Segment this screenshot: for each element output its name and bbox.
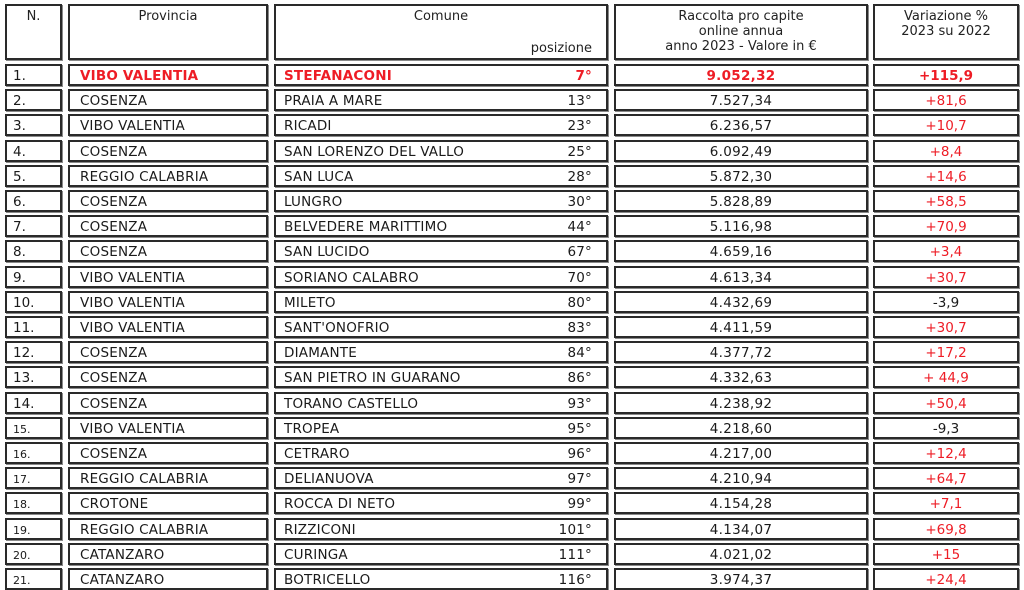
variazione-cell: +15 <box>873 543 1019 565</box>
comune-cell <box>274 215 608 237</box>
row-number: 1. <box>5 64 62 86</box>
variazione-cell: +58,5 <box>873 190 1019 212</box>
valore-cell: 4.613,34 <box>614 266 868 288</box>
posizione-value: 13° <box>567 93 592 109</box>
valore-cell: 7.527,34 <box>614 89 868 111</box>
provincia-cell: REGGIO CALABRIA <box>68 467 268 489</box>
row-number: 15. <box>5 417 62 439</box>
provincia-cell: COSENZA <box>68 442 268 464</box>
valore-cell: 3.974,37 <box>614 568 868 590</box>
row-number: 4. <box>5 140 62 162</box>
variazione-cell: +50,4 <box>873 392 1019 414</box>
valore-cell: 4.377,72 <box>614 341 868 363</box>
comune-name: LUNGRO <box>284 194 343 210</box>
valore-cell: 4.238,92 <box>614 392 868 414</box>
comune-name: STEFANACONI <box>284 68 392 84</box>
comune-cell <box>274 417 608 439</box>
comune-cell <box>274 492 608 514</box>
provincia-cell: REGGIO CALABRIA <box>68 165 268 187</box>
provincia-cell: COSENZA <box>68 366 268 388</box>
provincia-cell: VIBO VALENTIA <box>68 266 268 288</box>
comune-cell <box>274 467 608 489</box>
row-number: 16. <box>5 442 62 464</box>
provincia-cell: VIBO VALENTIA <box>68 417 268 439</box>
comune-name: RICADI <box>284 118 332 134</box>
provincia-cell: COSENZA <box>68 240 268 262</box>
row-number: 7. <box>5 215 62 237</box>
posizione-value: 44° <box>567 219 592 235</box>
valore-cell: 4.411,59 <box>614 316 868 338</box>
comune-name: SORIANO CALABRO <box>284 270 419 286</box>
valore-cell: 5.828,89 <box>614 190 868 212</box>
comune-name: SANT'ONOFRIO <box>284 320 390 336</box>
variazione-cell: +14,6 <box>873 165 1019 187</box>
row-number: 17. <box>5 467 62 489</box>
comune-name: BOTRICELLO <box>284 572 371 588</box>
variazione-cell: +115,9 <box>873 64 1019 86</box>
comune-cell <box>274 89 608 111</box>
row-number: 8. <box>5 240 62 262</box>
posizione-value: 70° <box>567 270 592 286</box>
comune-name: CURINGA <box>284 547 348 563</box>
row-number: 9. <box>5 266 62 288</box>
variazione-cell: +69,8 <box>873 518 1019 540</box>
variazione-cell: +70,9 <box>873 215 1019 237</box>
header-n: N. <box>5 4 62 60</box>
provincia-cell: VIBO VALENTIA <box>68 291 268 313</box>
valore-cell: 4.332,63 <box>614 366 868 388</box>
valore-cell: 4.154,28 <box>614 492 868 514</box>
valore-cell: 4.217,00 <box>614 442 868 464</box>
header-raccolta-line1: Raccolta pro capite <box>678 9 804 24</box>
comune-cell <box>274 316 608 338</box>
header-raccolta <box>614 4 868 60</box>
comune-cell <box>274 64 608 86</box>
valore-cell: 4.432,69 <box>614 291 868 313</box>
variazione-cell: +30,7 <box>873 316 1019 338</box>
valore-cell: 4.134,07 <box>614 518 868 540</box>
valore-cell: 4.021,02 <box>614 543 868 565</box>
variazione-cell: +17,2 <box>873 341 1019 363</box>
variazione-cell: +81,6 <box>873 89 1019 111</box>
valore-cell: 6.092,49 <box>614 140 868 162</box>
comune-cell <box>274 165 608 187</box>
header-comune-label: Comune <box>413 9 469 24</box>
variazione-cell: -9,3 <box>873 417 1019 439</box>
row-number: 20. <box>5 543 62 565</box>
comune-name: DIAMANTE <box>284 345 357 361</box>
row-number: 13. <box>5 366 62 388</box>
comune-name: SAN PIETRO IN GUARANO <box>284 370 461 386</box>
comune-name: CETRARO <box>284 446 350 462</box>
header-variazione-line2: 2023 su 2022 <box>901 24 991 39</box>
comune-cell <box>274 266 608 288</box>
provincia-cell: VIBO VALENTIA <box>68 114 268 136</box>
valore-cell: 4.210,94 <box>614 467 868 489</box>
comune-name: TROPEA <box>284 421 340 437</box>
variazione-cell: +64,7 <box>873 467 1019 489</box>
posizione-value: 95° <box>567 421 592 437</box>
comune-name: DELIANUOVA <box>284 471 374 487</box>
comune-cell <box>274 140 608 162</box>
header-variazione-line1: Variazione % <box>904 9 988 24</box>
header-comune <box>274 4 608 60</box>
comune-cell <box>274 366 608 388</box>
provincia-cell: CATANZARO <box>68 568 268 590</box>
posizione-value: 99° <box>567 496 592 512</box>
posizione-value: 25° <box>567 144 592 160</box>
comune-name: TORANO CASTELLO <box>284 396 419 412</box>
row-number: 10. <box>5 291 62 313</box>
posizione-value: 80° <box>567 295 592 311</box>
posizione-value: 97° <box>567 471 592 487</box>
provincia-cell: COSENZA <box>68 341 268 363</box>
posizione-value: 23° <box>567 118 592 134</box>
comune-cell <box>274 341 608 363</box>
comune-cell <box>274 240 608 262</box>
posizione-value: 86° <box>567 370 592 386</box>
comune-cell <box>274 543 608 565</box>
header-provincia: Provincia <box>68 4 268 60</box>
valore-cell: 9.052,32 <box>614 64 868 86</box>
provincia-cell: VIBO VALENTIA <box>68 64 268 86</box>
comune-name: SAN LORENZO DEL VALLO <box>284 144 465 160</box>
comune-name: PRAIA A MARE <box>284 93 383 109</box>
provincia-cell: COSENZA <box>68 215 268 237</box>
header-variazione <box>873 4 1019 60</box>
variazione-cell: +30,7 <box>873 266 1019 288</box>
row-number: 11. <box>5 316 62 338</box>
valore-cell: 5.116,98 <box>614 215 868 237</box>
row-number: 5. <box>5 165 62 187</box>
comune-cell <box>274 190 608 212</box>
comune-cell <box>274 291 608 313</box>
valore-cell: 4.218,60 <box>614 417 868 439</box>
row-number: 2. <box>5 89 62 111</box>
provincia-cell: VIBO VALENTIA <box>68 316 268 338</box>
variazione-cell: + 44,9 <box>873 366 1019 388</box>
posizione-value: 111° <box>558 547 592 563</box>
posizione-value: 101° <box>558 522 592 538</box>
provincia-cell: COSENZA <box>68 392 268 414</box>
row-number: 21. <box>5 568 62 590</box>
posizione-value: 28° <box>567 169 592 185</box>
provincia-cell: CATANZARO <box>68 543 268 565</box>
row-number: 6. <box>5 190 62 212</box>
comune-name: SAN LUCIDO <box>284 244 370 260</box>
header-posizione-label: posizione <box>530 41 592 56</box>
comune-name: MILETO <box>284 295 336 311</box>
posizione-value: 67° <box>567 244 592 260</box>
posizione-value: 96° <box>567 446 592 462</box>
variazione-cell: +24,4 <box>873 568 1019 590</box>
comune-name: RIZZICONI <box>284 522 356 538</box>
variazione-cell: -3,9 <box>873 291 1019 313</box>
comune-cell <box>274 442 608 464</box>
provincia-cell: REGGIO CALABRIA <box>68 518 268 540</box>
provincia-cell: COSENZA <box>68 89 268 111</box>
header-raccolta-line2: online annua <box>698 24 784 39</box>
variazione-cell: +7,1 <box>873 492 1019 514</box>
comune-name: BELVEDERE MARITTIMO <box>284 219 448 235</box>
comune-cell <box>274 568 608 590</box>
provincia-cell: COSENZA <box>68 190 268 212</box>
valore-cell: 4.659,16 <box>614 240 868 262</box>
row-number: 12. <box>5 341 62 363</box>
variazione-cell: +8,4 <box>873 140 1019 162</box>
posizione-value: 7° <box>575 68 592 84</box>
row-number: 18. <box>5 492 62 514</box>
variazione-cell: +12,4 <box>873 442 1019 464</box>
posizione-value: 116° <box>558 572 592 588</box>
valore-cell: 5.872,30 <box>614 165 868 187</box>
posizione-value: 93° <box>567 396 592 412</box>
comune-cell <box>274 518 608 540</box>
row-number: 14. <box>5 392 62 414</box>
row-number: 3. <box>5 114 62 136</box>
comune-cell <box>274 114 608 136</box>
variazione-cell: +10,7 <box>873 114 1019 136</box>
comune-name: ROCCA DI NETO <box>284 496 396 512</box>
posizione-value: 83° <box>567 320 592 336</box>
posizione-value: 30° <box>567 194 592 210</box>
variazione-cell: +3,4 <box>873 240 1019 262</box>
provincia-cell: CROTONE <box>68 492 268 514</box>
provincia-cell: COSENZA <box>68 140 268 162</box>
row-number: 19. <box>5 518 62 540</box>
posizione-value: 84° <box>567 345 592 361</box>
header-raccolta-line3: anno 2023 - Valore in € <box>665 39 817 54</box>
comune-name: SAN LUCA <box>284 169 354 185</box>
comune-cell <box>274 392 608 414</box>
valore-cell: 6.236,57 <box>614 114 868 136</box>
